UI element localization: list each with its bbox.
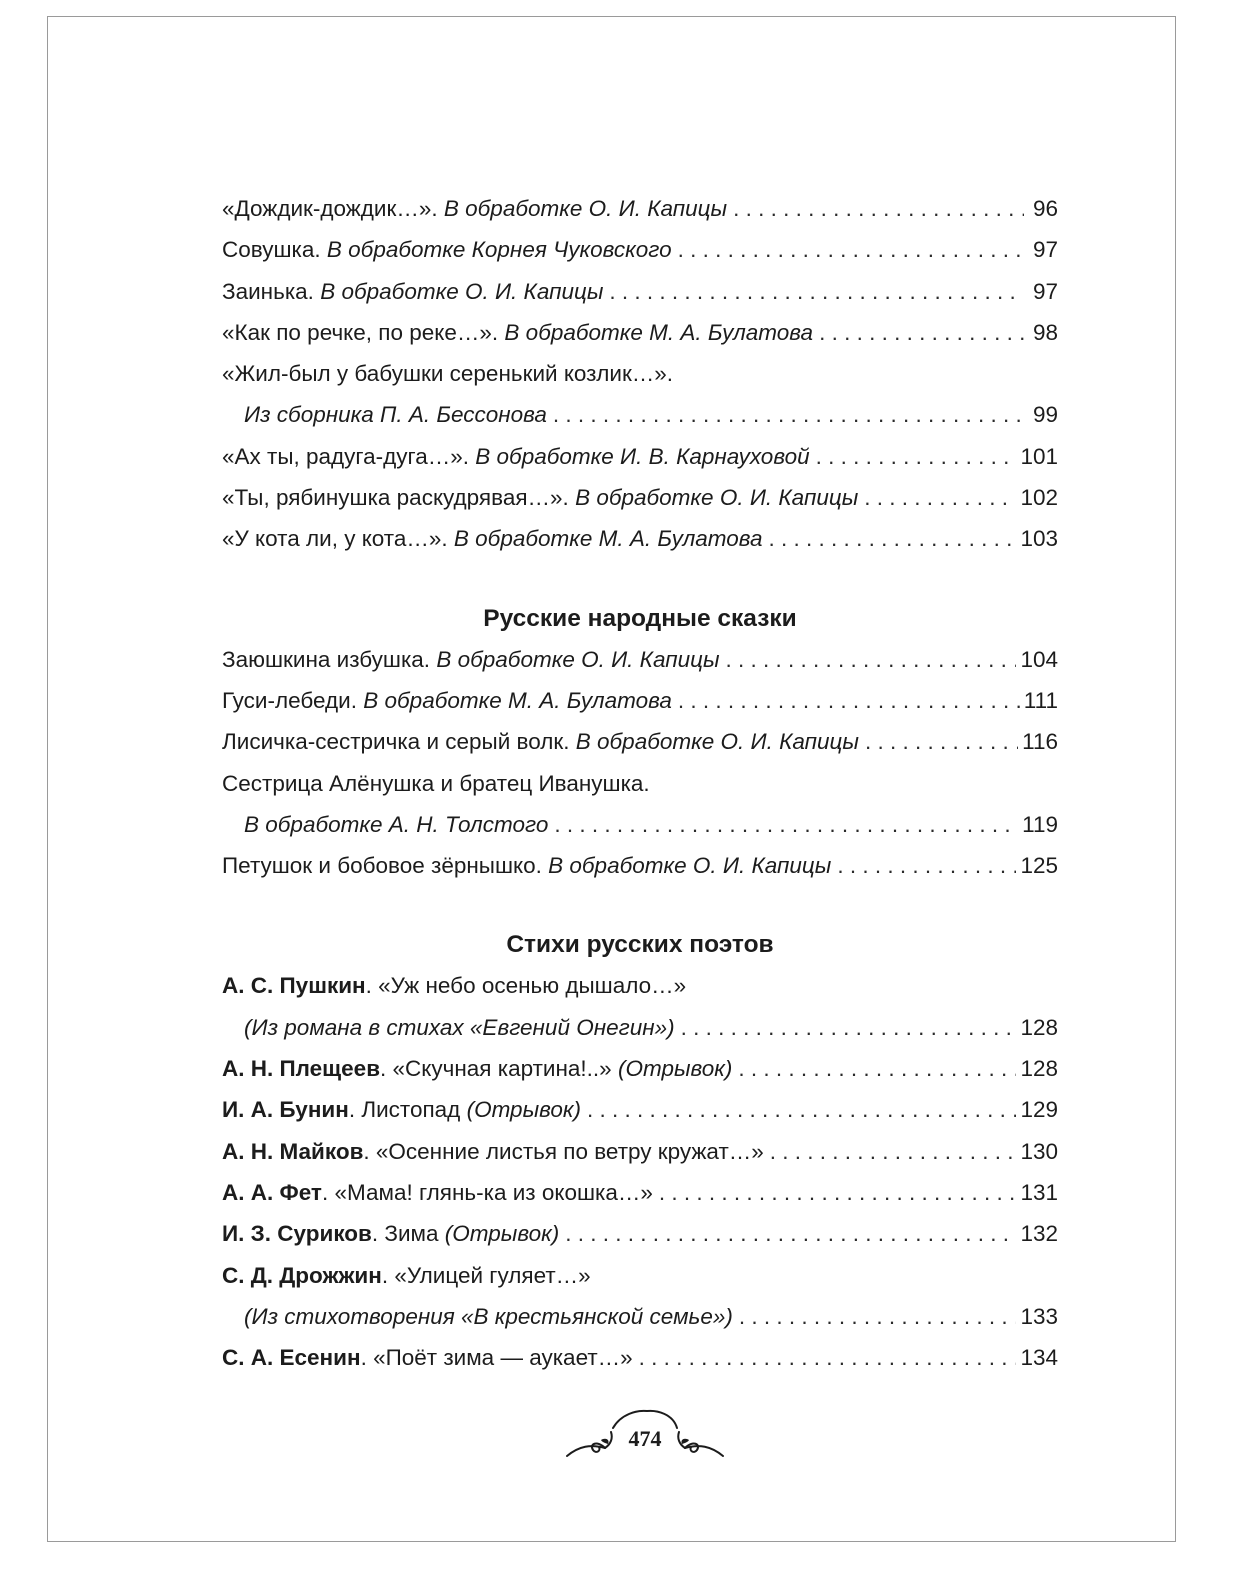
entry-page: 134 — [1020, 1345, 1058, 1371]
toc-entry-continuation — [222, 1007, 1058, 1048]
entry-page: 104 — [1020, 646, 1058, 672]
entry-page: 133 — [1020, 1303, 1058, 1329]
toc-entry — [222, 518, 1058, 559]
toc-entry — [222, 639, 1058, 680]
leader-dots — [819, 312, 1024, 353]
entry-page: 128 — [1020, 1014, 1058, 1040]
section-heading: Стихи русских поэтов — [506, 931, 774, 959]
entry-title: . «Поёт зима — аукает…» — [360, 1345, 633, 1371]
entry-credit: В обработке А. Н. Толстого — [244, 811, 549, 837]
toc-entry-continuation — [222, 394, 1058, 435]
entry-credit: (Отрывок) — [617, 1056, 733, 1082]
entry-page: 132 — [1020, 1221, 1058, 1247]
entry-title: Заюшкина избушка. — [222, 646, 431, 672]
page-number: 474 — [628, 1426, 662, 1451]
entry-title: . «Скучная картина!..» — [380, 1056, 612, 1082]
toc-entry — [222, 1337, 1058, 1378]
leader-dots — [553, 394, 1024, 435]
entry-title: Гуси-лебеди. — [222, 687, 357, 713]
entry-page: 131 — [1020, 1179, 1058, 1205]
leader-dots — [739, 1296, 1017, 1337]
entry-page: 125 — [1020, 853, 1058, 879]
section-gap — [222, 560, 1058, 598]
entry-page: 119 — [1022, 811, 1058, 837]
entry-author: А. Н. Плещеев — [222, 1056, 381, 1082]
entry-page: 96 — [1032, 196, 1058, 221]
leader-dots — [769, 518, 1017, 559]
toc-entry-continuation — [222, 1296, 1058, 1337]
entry-page: 111 — [1023, 687, 1058, 713]
entry-title: . «Мама! глянь-ка из окошка…» — [321, 1179, 653, 1205]
toc-entry — [222, 1089, 1058, 1130]
entry-title: «Ты, рябинушка раскудрявая…». — [222, 485, 569, 511]
leader-dots — [837, 845, 1016, 886]
toc-entry — [222, 1131, 1058, 1172]
leader-dots — [733, 188, 1024, 229]
entry-author: А. Н. Майков — [222, 1138, 364, 1164]
entry-credit: В обработке Корнея Чуковского — [326, 237, 672, 263]
toc-entry — [222, 680, 1058, 721]
toc-entry — [222, 763, 1058, 804]
toc-entry — [222, 271, 1058, 312]
page-footer — [565, 1404, 725, 1474]
toc-entry — [222, 1048, 1058, 1089]
leader-dots — [681, 1007, 1017, 1048]
toc-entry — [222, 845, 1058, 886]
leader-dots — [770, 1131, 1017, 1172]
entry-page: 97 — [1032, 237, 1058, 263]
leader-dots — [587, 1089, 1016, 1130]
entry-credit: В обработке М. А. Булатова — [504, 319, 814, 345]
entry-page: 103 — [1020, 526, 1058, 552]
entry-author: С. А. Есенин — [222, 1345, 361, 1371]
entry-credit: (Отрывок) — [466, 1097, 582, 1123]
entry-title: «Дождик-дождик…». — [222, 196, 438, 221]
entry-credit: В обработке И. В. Карнауховой — [475, 443, 810, 469]
entry-page: 101 — [1020, 443, 1058, 469]
entry-author: С. Д. Дрожжин — [222, 1262, 382, 1288]
leader-dots — [678, 680, 1020, 721]
leader-dots — [678, 229, 1024, 270]
entry-credit: В обработке О. И. Капицы — [320, 278, 604, 304]
entry-page: 102 — [1020, 485, 1058, 511]
entry-page: 98 — [1032, 319, 1058, 345]
entry-credit: В обработке М. А. Булатова — [363, 687, 672, 713]
leader-dots — [865, 721, 1018, 762]
entry-title: Сестрица Алёнушка и братец Иванушка. — [222, 770, 650, 796]
entry-title: «Жил-был у бабушки серенький козлик…». — [222, 361, 674, 387]
entry-credit: (Из романа в стихах «Евгений Онегин») — [244, 1014, 675, 1040]
entry-title: «Ах ты, радуга-дуга…». — [222, 443, 469, 469]
toc-section — [222, 188, 1058, 560]
entry-author: А. А. Фет — [222, 1179, 322, 1205]
toc-entry — [222, 188, 1058, 229]
entry-author: А. С. Пушкин — [222, 973, 366, 999]
leader-dots — [738, 1048, 1016, 1089]
entry-page: 99 — [1032, 402, 1058, 428]
entry-title: «Как по речке, по реке…». — [222, 319, 499, 345]
table-of-contents — [222, 188, 1058, 1378]
toc-entry — [222, 965, 1058, 1006]
entry-author: И. А. Бунин — [222, 1097, 349, 1123]
entry-author: И. З. Суриков — [222, 1221, 372, 1247]
entry-credit: В обработке О. И. Капицы — [443, 196, 728, 221]
entry-credit: Из сборника П. А. Бессонова — [244, 402, 547, 428]
entry-credit: (Из стихотворения «В крестьянской семье») — [244, 1303, 733, 1329]
entry-title: . Листопад — [348, 1097, 461, 1123]
entry-title: . Зима — [371, 1221, 439, 1247]
entry-page: 116 — [1022, 729, 1058, 755]
toc-entry — [222, 477, 1058, 518]
entry-credit: (Отрывок) — [444, 1221, 560, 1247]
leader-dots — [816, 436, 1017, 477]
leader-dots — [639, 1337, 1017, 1378]
section-gap — [222, 886, 1058, 924]
toc-entry — [222, 1213, 1058, 1254]
toc-entry — [222, 1172, 1058, 1213]
toc-entry — [222, 353, 1058, 394]
leader-dots — [726, 639, 1017, 680]
entry-title: Совушка. — [222, 237, 321, 263]
entry-title: «У кота ли, у кота…». — [222, 526, 448, 552]
toc-entry — [222, 436, 1058, 477]
entry-page: 130 — [1020, 1138, 1058, 1164]
entry-title: Заинька. — [222, 278, 314, 304]
entry-page: 128 — [1020, 1056, 1058, 1082]
entry-page: 97 — [1032, 278, 1058, 304]
entry-title: Петушок и бобовое зёрнышко. — [222, 853, 542, 879]
toc-entry — [222, 1255, 1058, 1296]
toc-section — [222, 924, 1058, 1378]
entry-credit: В обработке О. И. Капицы — [548, 853, 832, 879]
leader-dots — [609, 271, 1024, 312]
entry-title: . «Улицей гуляет…» — [381, 1262, 591, 1288]
leader-dots — [659, 1172, 1017, 1213]
leader-dots — [565, 1213, 1016, 1254]
toc-entry — [222, 721, 1058, 762]
entry-credit: В обработке О. И. Капицы — [575, 729, 859, 755]
entry-credit: В обработке М. А. Булатова — [453, 526, 763, 552]
toc-entry — [222, 229, 1058, 270]
entry-page: 129 — [1020, 1097, 1058, 1123]
entry-credit: В обработке О. И. Капицы — [436, 646, 720, 672]
entry-title: . «Осенние листья по ветру кружат…» — [363, 1138, 764, 1164]
toc-section — [222, 598, 1058, 887]
entry-title: Лисичка-сестричка и серый волк. — [222, 729, 570, 755]
section-heading: Русские народные сказки — [483, 604, 797, 632]
leader-dots — [864, 477, 1016, 518]
leader-dots — [554, 804, 1018, 845]
toc-entry — [222, 312, 1058, 353]
entry-credit: В обработке О. И. Капицы — [575, 485, 859, 511]
toc-entry-continuation — [222, 804, 1058, 845]
entry-title: . «Уж небо осенью дышало…» — [365, 973, 687, 999]
